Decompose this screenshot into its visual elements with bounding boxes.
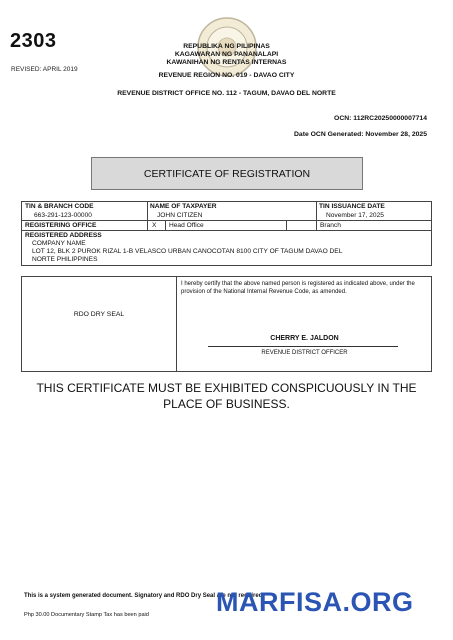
address-line-1: LOT 12, BLK 2 PUROK RIZAL 1-B VELASCO URBAN CANOCOTAN 8100 CITY OF TAGUM DAVAO DEL <box>32 248 343 255</box>
header-bureau: KAWANIHAN NG RENTAS INTERNAS <box>166 59 287 66</box>
header-region: REVENUE REGION NO. 019 - DAVAO CITY <box>158 72 295 79</box>
tin-value: 663-291-123-00000 <box>34 212 92 219</box>
certification-text: I hereby certify that the above named person is registered as indicated above, under the provision of the National Internal Revenue Code, as amended. <box>181 281 415 295</box>
tin-label: TIN & BRANCH CODE <box>25 203 94 210</box>
system-generated-note: This is a system generated document. Signatory and RDO Dry Seal are not required. <box>24 593 265 599</box>
certificate-title-text: CERTIFICATE OF REGISTRATION <box>143 167 311 180</box>
officer-title: REVENUE DISTRICT OFFICER <box>261 350 348 356</box>
header-department: KAGAWARAN NG PANANALAPI <box>174 51 279 58</box>
certification-box <box>21 276 432 372</box>
head-office-option: Head Office <box>169 222 204 229</box>
certificate-title <box>91 157 363 190</box>
registered-address-row <box>21 230 432 266</box>
taxpayer-name-value: JOHN CITIZEN <box>157 212 203 219</box>
registering-office-label: REGISTERING OFFICE <box>25 222 97 229</box>
head-office-checkmark: X <box>152 222 157 229</box>
header-district: REVENUE DISTRICT OFFICE NO. 112 - TAGUM, DAVAO DEL NORTE <box>117 90 336 97</box>
revision-date: REVISED: APRIL 2019 <box>11 66 78 73</box>
issuance-date-label: TIN ISSUANCE DATE <box>319 203 385 210</box>
address-line-2: NORTE PHILIPPINES <box>32 256 98 263</box>
stamp-tax-note: Php 30.00 Documentary Stamp Tax has been paid <box>24 612 149 618</box>
ocn-date: Date OCN Generated: November 28, 2025 <box>294 131 427 138</box>
issuance-date-value: November 17, 2025 <box>326 212 384 219</box>
exhibit-notice: THIS CERTIFICATE MUST BE EXHIBITED CONSPICUOUSLY IN THE PLACE OF BUSINESS. <box>36 381 417 411</box>
form-number: 2303 <box>10 30 57 52</box>
company-name: COMPANY NAME <box>32 240 86 247</box>
watermark-text: MARFISA.ORG <box>216 587 414 617</box>
taxpayer-name-label: NAME OF TAXPAYER <box>150 203 217 210</box>
registered-address-label: REGISTERED ADDRESS <box>25 232 102 239</box>
signature-line <box>208 346 398 347</box>
header-republic: REPUBLIKA NG PILIPINAS <box>183 43 270 50</box>
officer-name: CHERRY E. JALDON <box>270 335 339 342</box>
rdo-dry-seal-label: RDO DRY SEAL <box>73 311 125 318</box>
branch-option: Branch <box>320 222 341 229</box>
taxpayer-info-row <box>21 201 432 221</box>
ocn-number: OCN: 112RC20250000007714 <box>334 115 427 122</box>
